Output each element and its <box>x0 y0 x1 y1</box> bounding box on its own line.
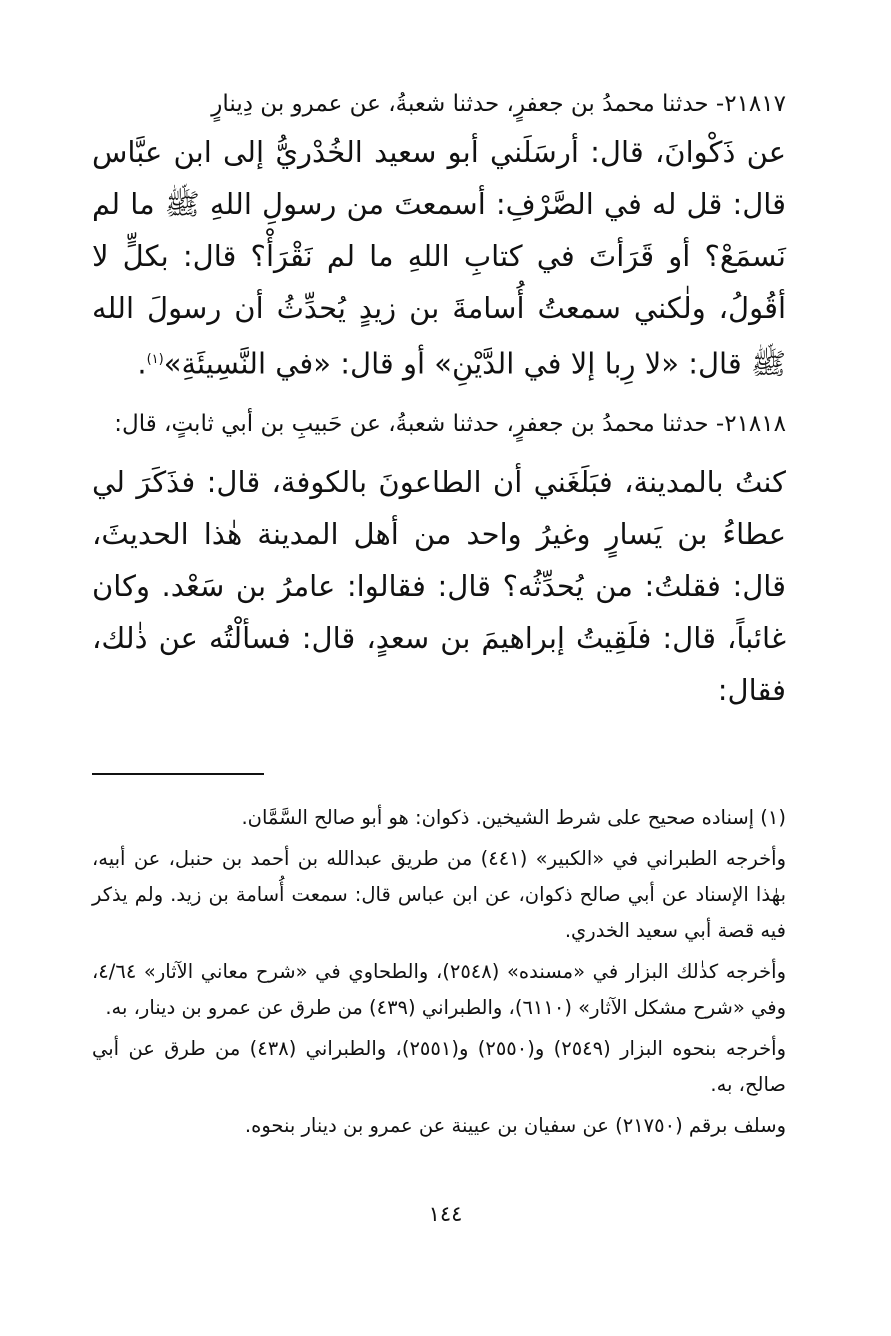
footnote-paragraph: وسلف برقم (٢١٧٥٠) عن سفيان بن عيينة عن عمرو بن دينار بنحوه. <box>244 1114 786 1137</box>
footnote-ref: (١) <box>146 352 164 367</box>
footnote-paragraph: وأخرجه الطبراني في «الكبير» (٤٤١) من طريق عبدالله بن أحمد بن حنبل، عن أبيه، بهٰذا الإسناد عن أبي صالح ذكوان، عن ابن عباس قال: سمعت أُسامة بن زيد. ولم يذكر فيه قصة أبي سعيد الخدري. <box>92 847 786 942</box>
main-text <box>92 84 786 716</box>
hadith-21817-end: . <box>137 346 147 381</box>
footnotes <box>92 800 786 1149</box>
footnote-paragraph: وأخرجه كذٰلك البزار في «مسنده» (٢٥٤٨)، والطحاوي في «شرح معاني الآثار» ٤/٦٤، وفي «شرح مشكل الآثار» (٦١١٠)، والطبراني (٤٣٩) من طرق عن عمرو بن دينار، به. <box>92 960 786 1019</box>
hadith-21817-text <box>92 126 786 390</box>
footnote-paragraph: وأخرجه بنحوه البزار (٢٥٤٩) و(٢٥٥٠) و(٢٥٥١)، والطبراني (٤٣٨) من طرق عن أبي صالح، به. <box>92 1037 786 1096</box>
footnote-separator <box>92 773 264 775</box>
hadith-21817-matn: عن ذَكْوانَ، قال: أرسَلَني أبو سعيد الخُدْريُّ إلى ابن عبَّاس قال: قل له في الصَّرْفِ: أسمعتَ من رسولِ اللهِ ﷺ ما لم نَسمَعْ؟ أو قَرَأتَ في كتابِ اللهِ ما لم نَقْرَأْ؟ قال: بكلٍّ لا أقُولُ، ولٰكني سمعتُ أُسامةَ بن زيدٍ يُحدِّثُ أن رسولَ الله ﷺ قال: «لا رِبا إلا في الدَّيْنِ» أو قال: «في النَّسِيئَةِ» <box>92 135 786 381</box>
footnote-1: (١) إسناده صحيح على شرط الشيخين. ذكوان: هو أبو صالح السَّمَّان. <box>241 806 786 829</box>
page-number: ١٤٤ <box>428 1202 463 1226</box>
hadith-21817-chain: ٢١٨١٧- حدثنا محمدُ بن جعفرٍ، حدثنا شعبةُ، عن عمرو بن دِينارٍ <box>211 91 786 117</box>
hadith-21818-text: كنتُ بالمدينة، فبَلَغَني أن الطاعونَ بالكوفة، قال: فذَكَرَ لي عطاءُ بن يَسارٍ وغيرُ واحد من أهل المدينة هٰذا الحديثَ، قال: فقلتُ: من يُحدِّثُه؟ قال: فقالوا: عامرُ بن سَعْد. وكان غائباً، قال: فلَقِيتُ إبراهيمَ بن سعدٍ، قال: فسألْتُه عن ذٰلك، فقال: <box>92 464 786 707</box>
hadith-21818-chain: ٢١٨١٨- حدثنا محمدُ بن جعفرٍ، حدثنا شعبةُ، عن حَبيبِ بن أبي ثابتٍ، قال: <box>114 410 786 437</box>
